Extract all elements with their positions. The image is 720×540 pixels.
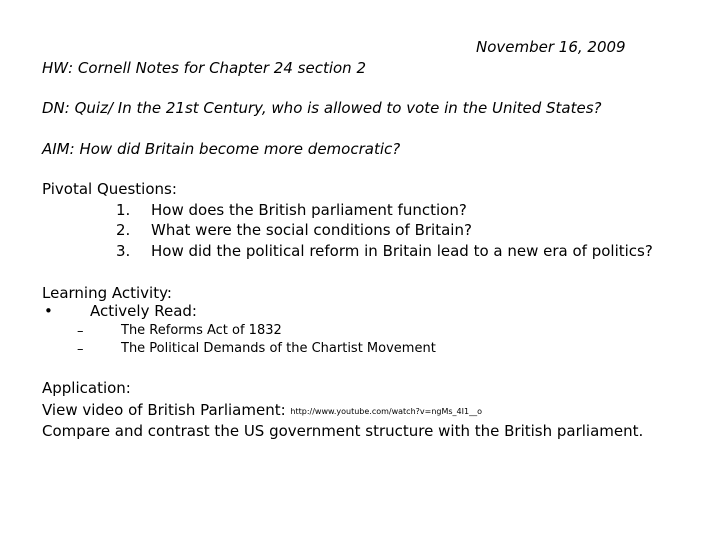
compare-line: Compare and contrast the US government structure with the British parliament.	[42, 422, 644, 440]
view-video-line	[42, 401, 482, 419]
view-video-label: View video of British Parliament:	[42, 401, 286, 419]
question-number: 2.	[116, 221, 131, 239]
actively-read-label: Actively Read:	[90, 302, 197, 320]
question-number: 3.	[116, 242, 131, 260]
question-text: How does the British parliament function?	[151, 201, 467, 219]
pivotal-questions-heading: Pivotal Questions:	[42, 180, 177, 198]
homework-line: HW: Cornell Notes for Chapter 24 section 2	[42, 59, 367, 77]
bullet-marker: •	[44, 302, 53, 320]
application-heading: Application:	[42, 379, 131, 397]
reading-item-1: The Reforms Act of 1832	[121, 323, 282, 338]
video-url-link[interactable]: http://www.youtube.com/watch?v=ngMs_4I1__o	[290, 407, 482, 416]
question-text: What were the social conditions of Britain?	[151, 221, 472, 239]
learning-activity-heading: Learning Activity:	[42, 284, 172, 302]
dash-marker: –	[77, 342, 84, 357]
date-text: November 16, 2009	[476, 38, 626, 56]
dash-marker: –	[77, 324, 84, 339]
reading-item-2: The Political Demands of the Chartist Movement	[121, 341, 436, 356]
do-now-line: DN: Quiz/ In the 21st Century, who is allowed to vote in the United States?	[42, 99, 602, 117]
question-text: How did the political reform in Britain lead to a new era of politics?	[151, 242, 653, 260]
question-number: 1.	[116, 201, 131, 219]
aim-line: AIM: How did Britain become more democratic?	[42, 140, 401, 158]
